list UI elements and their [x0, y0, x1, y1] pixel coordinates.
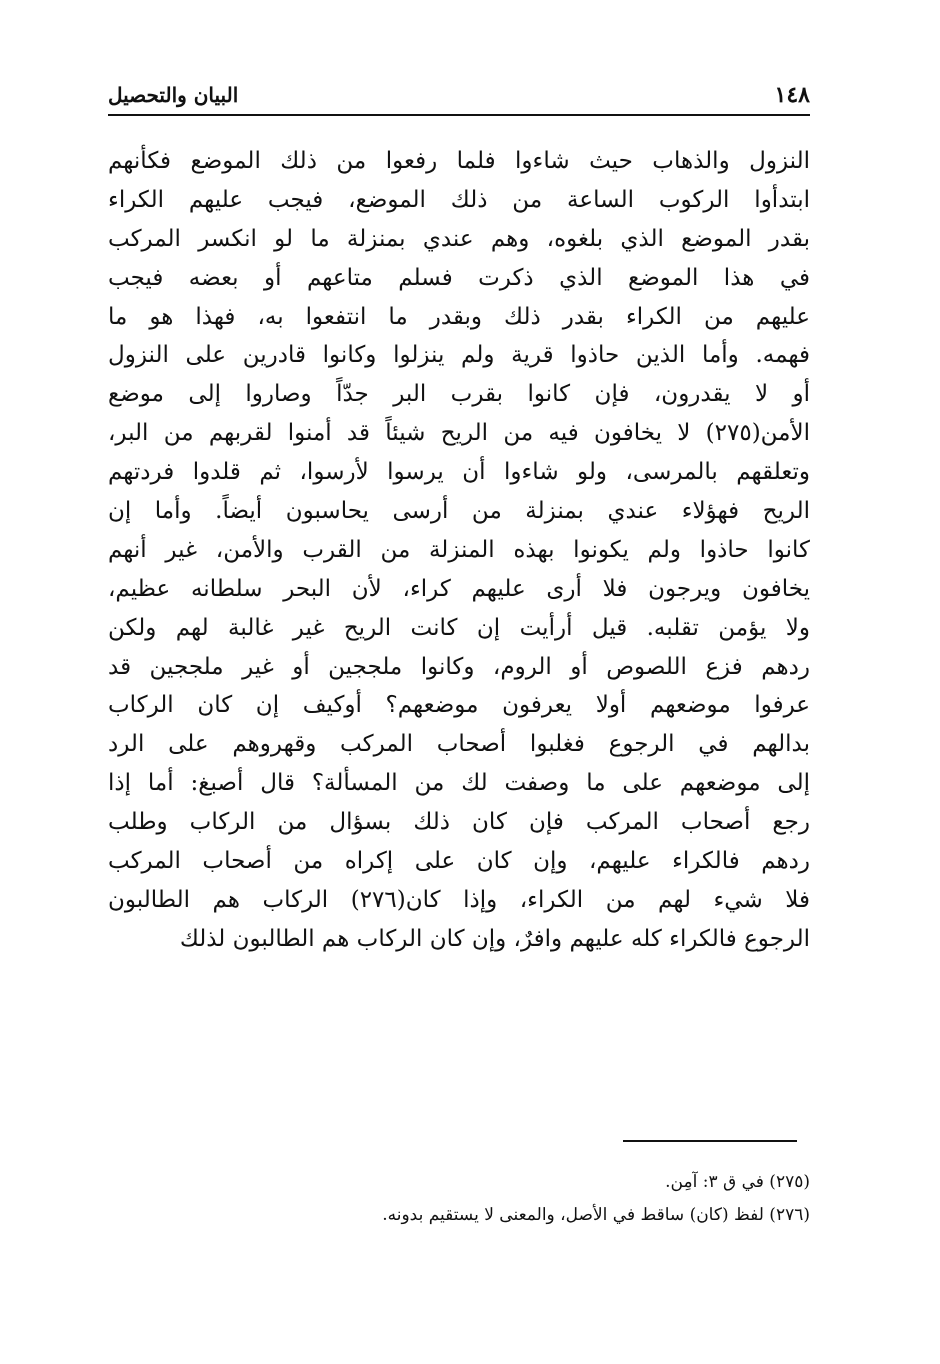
footnote-276: (٢٧٦) لفظ (كان) ساقط في الأصل، والمعنى لا يستقيم بدونه. [382, 1205, 810, 1225]
text-line: يخافون ويرجون فلا أرى عليهم كراء، لأن البحر سلطانه عظيم، [108, 575, 810, 602]
text-line: بدالهم في الرجوع فغلبوا أصحاب المركب وقهروهم على الرد [108, 731, 810, 758]
main-text [108, 142, 810, 959]
text-line: ردهم فالكراء عليهم، وإن كان على إكراه من أصحاب المركب [108, 848, 810, 875]
page-number: ١٤٨ [774, 82, 810, 108]
text-line: النزول والذهاب حيث شاءوا فلما رفعوا من ذلك الموضع فكأنهم [108, 148, 810, 174]
footnote-divider [623, 1140, 797, 1142]
text-line: ردهم فزع اللصوص أو الروم، وكانوا ملججين أو غير ملججين قد [108, 653, 810, 680]
text-line: عرفوا موضعهم أولا يعرفون موضعهم؟ أوكيف إن كان الركاب [108, 692, 810, 719]
running-title: البيان والتحصيل [108, 83, 239, 107]
text-line: وتعلقهم بالمرسى، ولو شاءوا أن يرسوا لأرسوا، ثم قلدوا فردتهم [108, 459, 810, 486]
text-line: الريح فهؤلاء عندي بمنزلة من أرسى يحاسبون أيضاً. وأما إن [108, 498, 810, 525]
text-line: أو لا يقدرون، فإن كانوا بقرب البر جدّاً وصاروا إلى موضع [108, 381, 810, 408]
text-line: بقدر الموضع الذي بلغوه، وهم عندي بمنزلة ما لو انكسر المركب [108, 225, 810, 252]
text-line: رجع أصحاب المركب فإن كان ذلك بسؤال من الركاب وطلب [108, 809, 810, 836]
footnote-275: (٢٧٥) في ق ٣: آمِن. [665, 1172, 810, 1192]
text-line: إلى موضعهم على ما وصفت لك من المسألة؟ قال أصبغ: أما إذا [108, 770, 810, 797]
text-line: ولا يؤمن تقلبه. قيل أرأيت إن كانت الريح غير غالبة لهم ولكن [108, 614, 810, 641]
text-line: فلا شيء لهم من الكراء، وإذا كان(٢٧٦) الركاب هم الطالبون [108, 886, 810, 913]
text-line: فهمه. وأما الذين حاذوا قرية ولم ينزلوا وكانوا قادرين على النزول [108, 342, 810, 369]
footnotes [108, 1166, 810, 1232]
text-line: ابتدأوا الركوب الساعة من ذلك الموضع، فيجب عليهم الكراء [108, 186, 810, 213]
text-line: الأمن(٢٧٥) لا يخافون فيه من الريح شيئاً قد أمنوا لقربهم من البر، [108, 420, 810, 447]
header-divider [108, 114, 810, 116]
text-line: عليهم من الكراء بقدر ذلك وبقدر ما انتفعوا به، فهذا هو ما [108, 303, 810, 330]
text-line: الرجوع فالكراء كله عليهم وافرٌ، وإن كان الركاب هم الطالبون لذلك [179, 925, 810, 952]
page-header [108, 80, 810, 114]
text-line: كانوا حاذوا ولم يكونوا بهذه المنزلة من القرب والأمن، غير أنهم [108, 536, 810, 563]
text-line: في هذا الموضع الذي ذكرت فسلم متاعهم أو بعضه فيجب [108, 264, 810, 291]
